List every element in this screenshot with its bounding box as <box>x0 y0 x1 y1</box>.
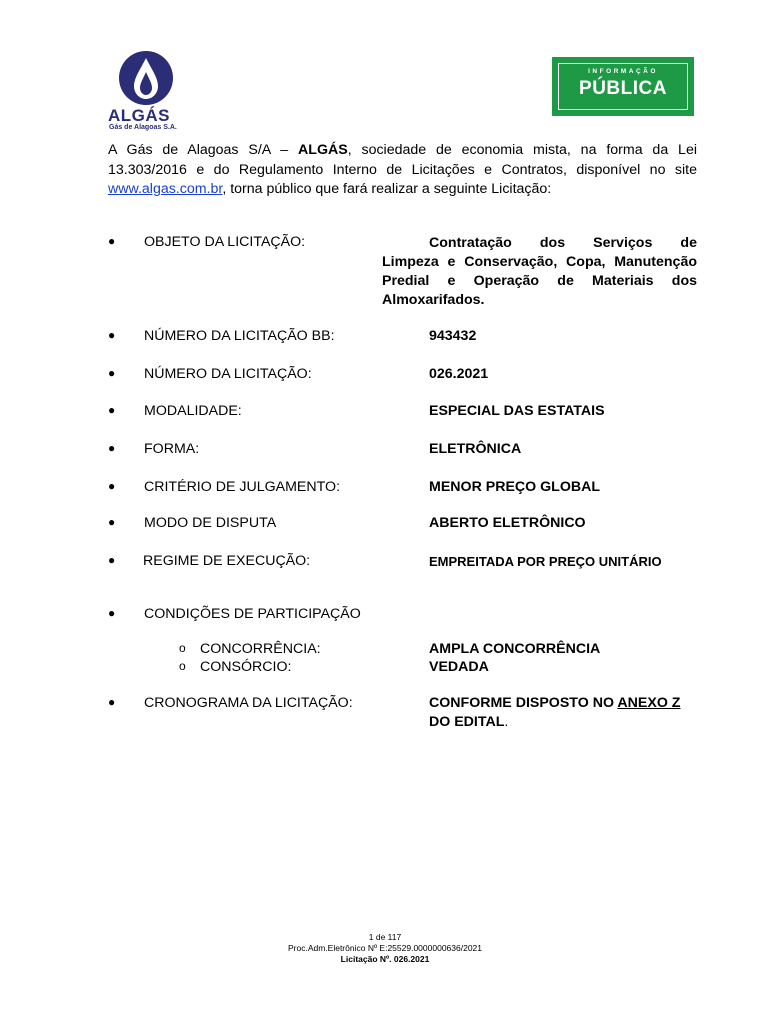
numero-label: NÚMERO DA LICITAÇÃO: <box>144 366 312 382</box>
intro-paragraph <box>108 141 697 200</box>
criterio-label: CRITÉRIO DE JULGAMENTO: <box>144 479 341 495</box>
bullet-icon: ● <box>108 441 116 455</box>
modalidade-value: ESPECIAL DAS ESTATAIS <box>429 403 605 419</box>
regime-value: EMPREITADA POR PREÇO UNITÁRIO <box>429 554 662 569</box>
regime-label: REGIME DE EXECUÇÃO: <box>143 553 311 569</box>
footer-lic-value: Nº. 026.2021 <box>377 954 430 964</box>
bullet-icon: ● <box>108 403 116 417</box>
badge-big-text: PÚBLICA <box>579 78 667 99</box>
modo-value: ABERTO ELETRÔNICO <box>429 515 586 531</box>
objeto-value-first: Contratação dos Serviços de <box>429 235 697 251</box>
numero-value: 026.2021 <box>429 366 489 382</box>
algas-website-link[interactable]: www.algas.com.br <box>108 181 223 197</box>
condicoes-label: CONDIÇÕES DE PARTICIPAÇÃO <box>144 606 361 622</box>
concorrencia-label: CONCORRÊNCIA: <box>200 641 321 657</box>
forma-label: FORMA: <box>144 441 200 457</box>
cronograma-value-end: . <box>504 714 509 730</box>
cronograma-label: CRONOGRAMA DA LICITAÇÃO: <box>144 695 353 711</box>
circle-bullet-icon: o <box>179 659 186 673</box>
intro-part1: A Gás de Alagoas S/A – <box>108 142 299 158</box>
intro-part2: , sociedade de economia mista, na forma da Lei 13.303/2016 e do Regulamento Interno de Licitações e Contratos, disponível no site <box>108 142 697 178</box>
bullet-icon: ● <box>108 366 116 380</box>
footer-lic-label: Licitação <box>340 954 378 964</box>
page-number: 1 de 117 <box>368 932 402 942</box>
bullet-icon: ● <box>108 234 116 248</box>
flame-drop-icon <box>116 50 176 106</box>
consorcio-value: VEDADA <box>429 659 489 675</box>
bullet-icon: ● <box>108 606 116 620</box>
algas-logo <box>106 50 186 134</box>
logo-brand: ALGÁS <box>108 106 170 125</box>
bullet-icon: ● <box>108 695 116 709</box>
intro-part3: , torna público que fará realizar a seguinte Licitação: <box>222 181 552 197</box>
page-footer <box>0 932 770 965</box>
cronograma-value-line2 <box>429 714 508 730</box>
process-number: Proc.Adm.Eletrônico Nº E:25529.0000000636/2021 <box>287 943 482 953</box>
objeto-value <box>382 234 697 310</box>
anexo-z-link[interactable]: ANEXO Z <box>617 695 681 711</box>
criterio-value: MENOR PREÇO GLOBAL <box>429 479 601 495</box>
cronograma-value-pre: CONFORME DISPOSTO NO <box>429 695 618 711</box>
badge-small-text: INFORMAÇÃO <box>588 68 658 75</box>
intro-company: ALGÁS <box>298 142 348 158</box>
objeto-label: OBJETO DA LICITAÇÃO: <box>144 234 306 250</box>
modo-label: MODO DE DISPUTA <box>144 515 277 531</box>
objeto-value-rest: Limpeza e Conservação, Copa, Manutenção Predial e Operação de Materiais dos Almoxarifados. <box>382 254 697 308</box>
consorcio-label: CONSÓRCIO: <box>200 659 292 675</box>
numero-bb-label: NÚMERO DA LICITAÇÃO BB: <box>144 328 335 344</box>
concorrencia-value: AMPLA CONCORRÊNCIA <box>429 641 601 657</box>
cronograma-value-post: DO EDITAL <box>429 714 505 730</box>
licitacao-footer <box>0 954 770 965</box>
circle-bullet-icon: o <box>179 641 186 655</box>
modalidade-label: MODALIDADE: <box>144 403 242 419</box>
bullet-icon: ● <box>108 328 116 342</box>
bullet-icon: ● <box>108 479 116 493</box>
bullet-icon: ● <box>108 553 116 567</box>
forma-value: ELETRÔNICA <box>429 441 522 457</box>
informacao-publica-badge <box>552 57 694 116</box>
numero-bb-value: 943432 <box>429 328 477 344</box>
logo-subtitle: Gás de Alagoas S.A. <box>109 124 177 131</box>
cronograma-value-line1 <box>429 695 680 711</box>
bullet-icon: ● <box>108 515 116 529</box>
